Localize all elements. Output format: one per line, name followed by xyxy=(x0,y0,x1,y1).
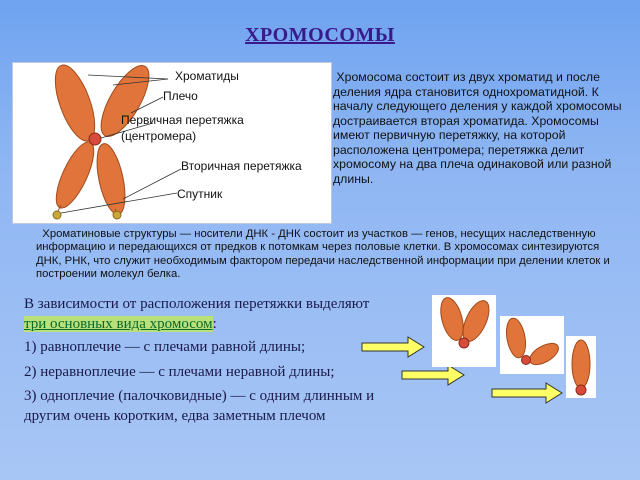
satellite-right xyxy=(113,211,121,219)
satellite-left xyxy=(53,211,61,219)
thumb-submetacentric xyxy=(500,316,564,374)
chromatid-arm-bottom-right xyxy=(92,141,130,216)
type-item-2: 2) неравноплечие — с плечами неравной длины; xyxy=(24,364,335,380)
arrow-icon xyxy=(360,336,426,358)
chromosome-diagram xyxy=(12,62,332,224)
classification-lead: В зависимости от расположения перетяжки выделяют три основных вида хромосом: xyxy=(24,296,370,332)
intro-text: Хромосома состоит из двух хроматид и после деления ядра становится однохроматидной. К началу следующего деления у каждой хромосомы достраивается вторая хроматида. Хромосомы имеют первичную перетяжку, на которой расположена центромера; перетяжка делит хромосому на два плеча одинаковой или разной длины. xyxy=(333,70,622,186)
type-item-1: 1) равноплечие — с плечами равной длины; xyxy=(24,339,306,355)
types-link[interactable]: три основных вида хромосом xyxy=(24,316,213,332)
label-primary-constriction: Первичная перетяжка xyxy=(121,113,244,127)
label-secondary-constriction: Вторичная перетяжка xyxy=(181,159,302,173)
label-centromere: (центромера) xyxy=(121,129,197,143)
arrow-icon xyxy=(490,382,564,404)
label-satellite: Спутник xyxy=(177,187,223,201)
chromatid-arm-bottom-left xyxy=(49,137,101,212)
paragraph-chromatin: Хроматиновые структуры — носители ДНК - ДНК состоит из участков — генов, несущих наследственную информацию и передающихся от предков к потомкам через половые клетки. В хромосомах синтезируются ДНК, РНК, что служит необходимым фактором передачи наследственной информации при делении клеток и построении молекул белка. xyxy=(36,228,610,281)
arrow-icon xyxy=(400,364,466,386)
page-title: ХРОМОСОМЫ xyxy=(245,24,395,46)
thumb-metacentric xyxy=(432,295,496,367)
label-chromatids: Хроматиды xyxy=(175,69,239,83)
label-arm: Плечо xyxy=(163,89,198,103)
thumb-acrocentric xyxy=(566,336,596,398)
type-item-3: 3) одноплечие (палочковидные) — с одним длинным и другим очень коротким, едва заметным плечом xyxy=(24,388,375,424)
chromosome-illustration xyxy=(13,63,331,223)
centromere xyxy=(89,133,101,145)
